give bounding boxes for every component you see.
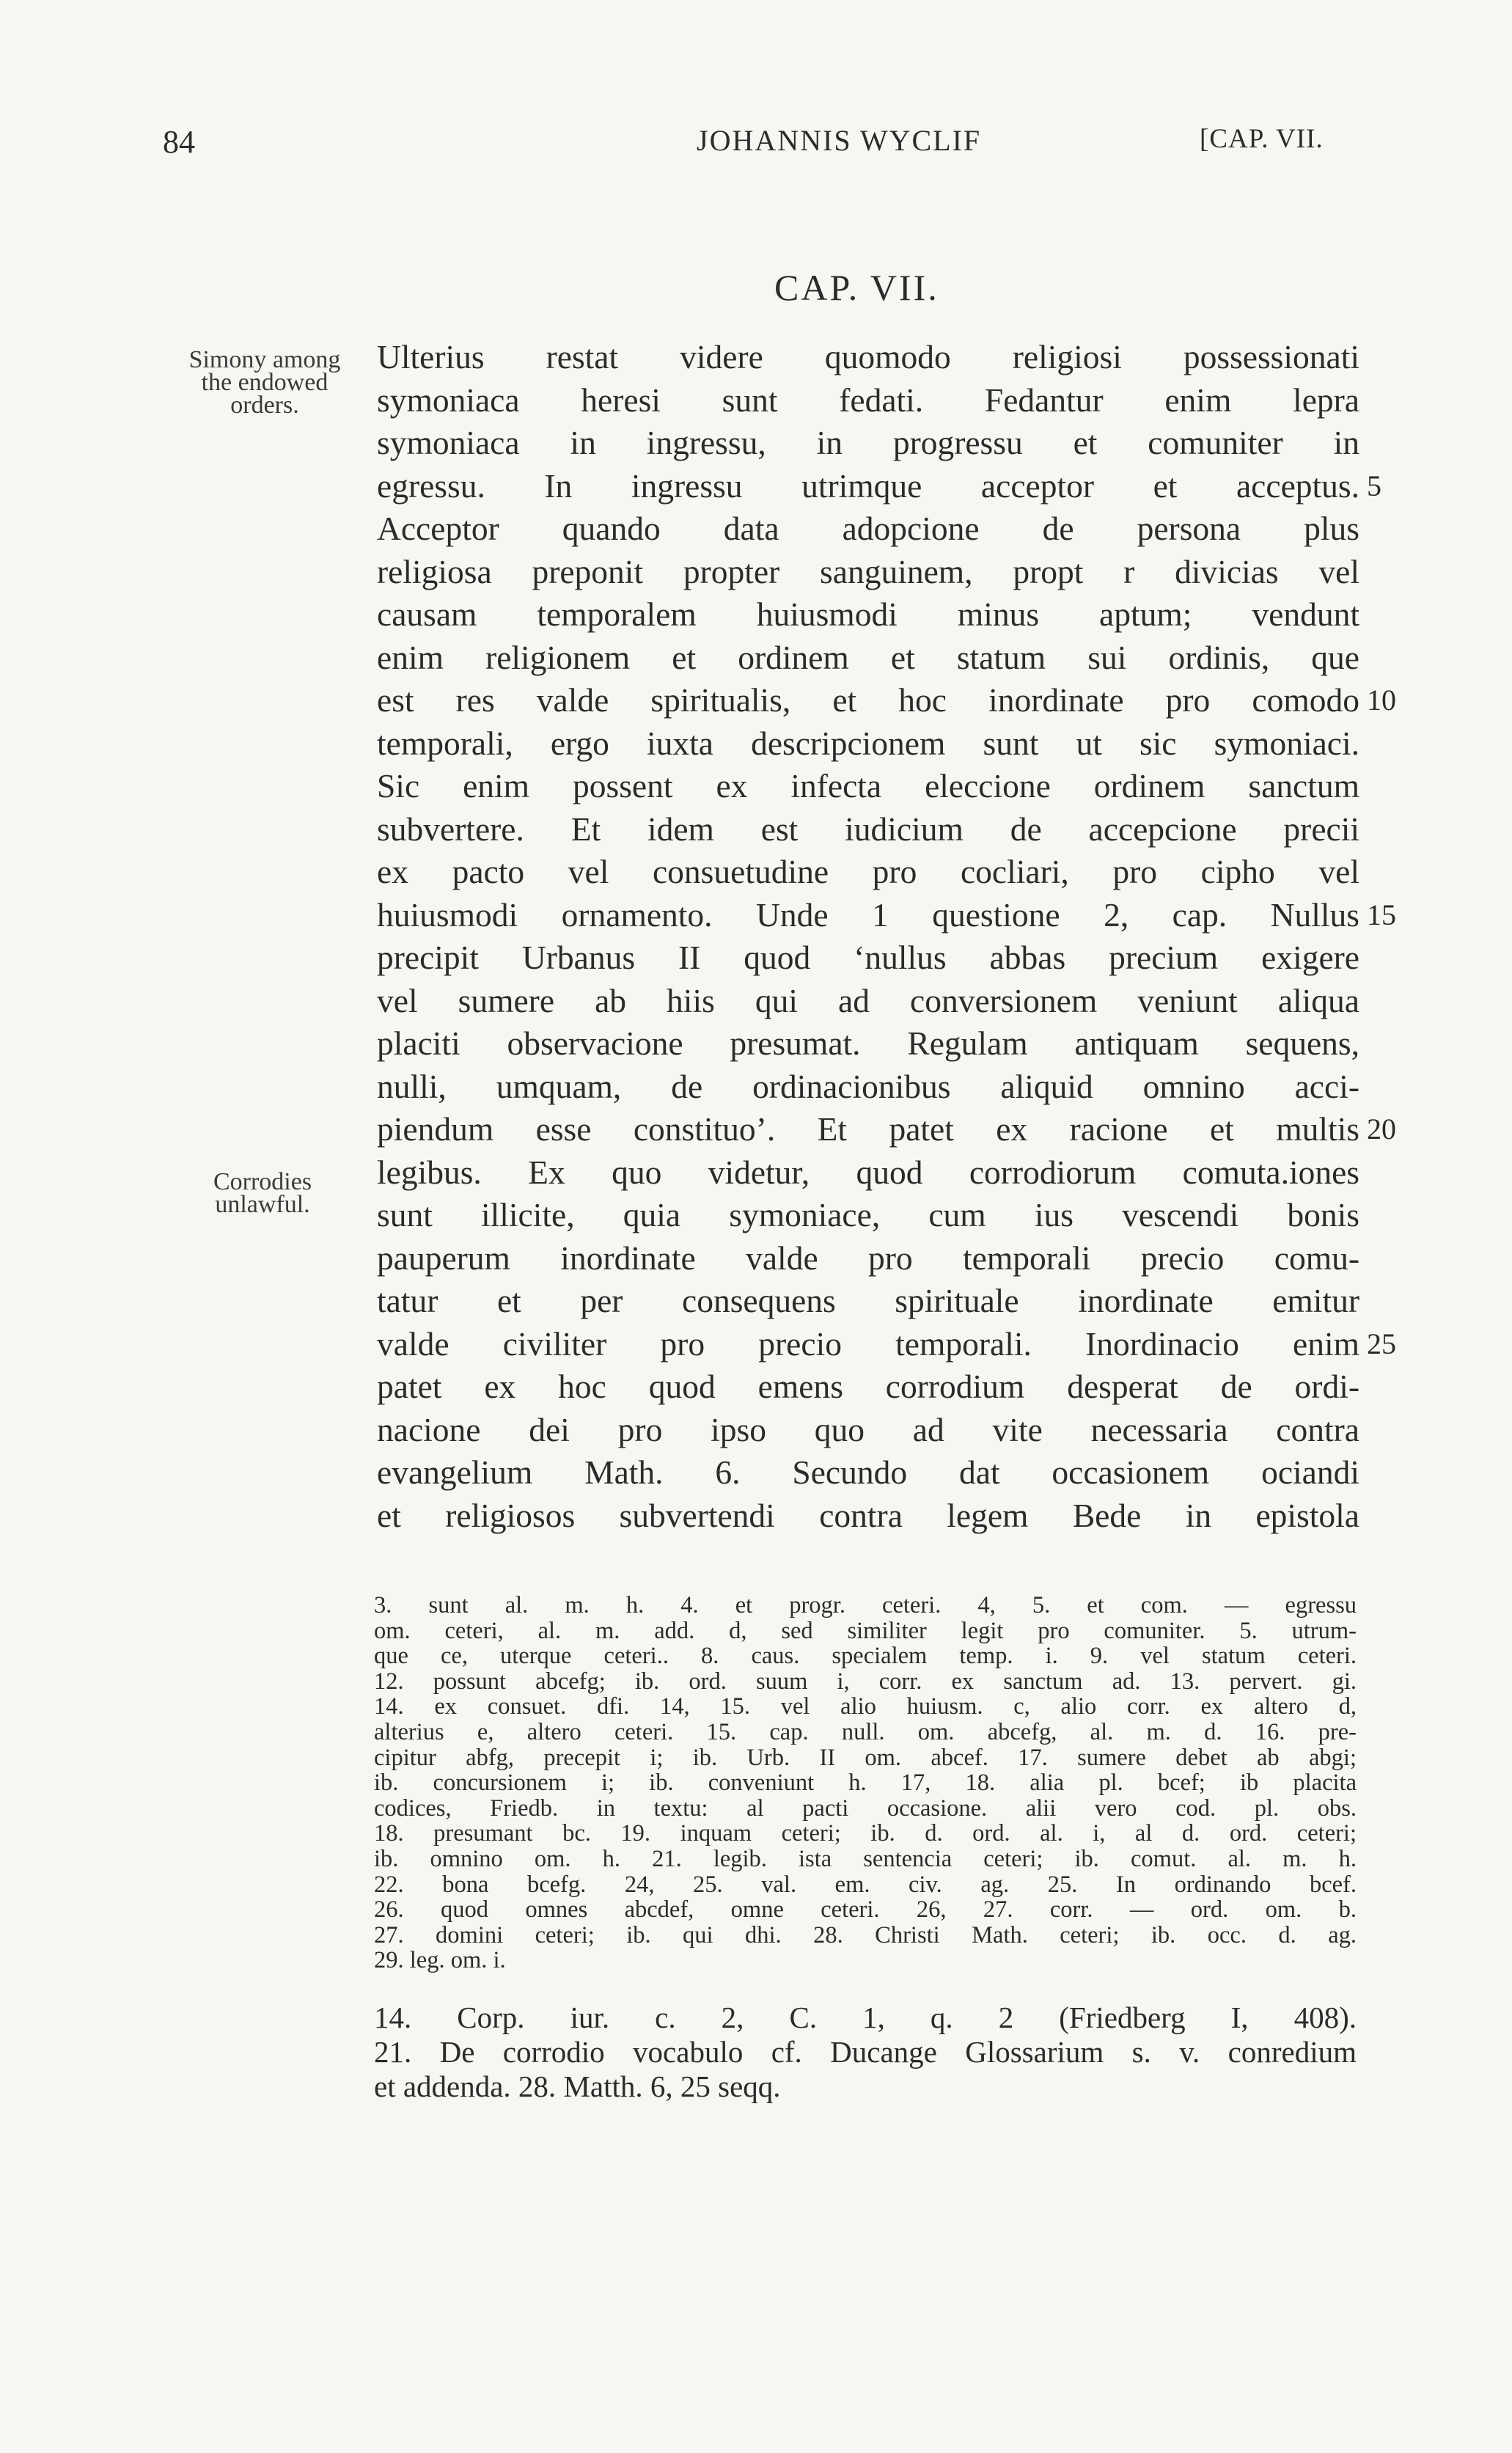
text-line: precipit Urbanus II quod ‘nullus abbas precium exigere — [377, 939, 1359, 976]
text-line: patet ex hoc quod emens corrodium desperat de ordi- — [377, 1368, 1359, 1405]
text-line: tatur et per consequens spirituale inordinate emitur — [377, 1282, 1359, 1319]
text-line: causam temporalem huiusmodi minus aptum; vendunt — [377, 595, 1359, 633]
apparatus-line: 27. domini ceteri; ib. qui dhi. 28. Christi Math. ceteri; ib. occ. d. ag. — [374, 1921, 1357, 1948]
chapter-reference: [CAP. VII. — [1200, 124, 1324, 154]
text-line — [377, 679, 1396, 722]
side-note-line: Corrodies — [213, 1168, 312, 1195]
text-line-content: est res valde spiritualis, et hoc inordinate pro comodo — [377, 681, 1359, 719]
text-line: Sic enim possent ex infecta eleccione ordinem sanctum — [377, 767, 1359, 804]
apparatus-line: 22. bona bcefg. 24, 25. val. em. civ. ag. 25. In ordinando bcef. — [374, 1871, 1357, 1898]
apparatus-line: om. ceteri, al. m. add. d, sed similiter legit pro comuniter. 5. utrum- — [374, 1617, 1357, 1644]
apparatus-line: cipitur abfg, precepit i; ib. Urb. II om. abcef. 17. sumere debet ab abgi; — [374, 1744, 1357, 1771]
apparatus-line: 18. presumant bc. 19. inquam ceteri; ib. d. ord. al. i, al d. ord. ceteri; — [374, 1820, 1357, 1847]
text-line: pauperum inordinate valde pro temporali precio comu- — [377, 1239, 1359, 1277]
apparatus-line: 14. ex consuet. dfi. 14, 15. vel alio huiusm. c, alio corr. ex altero d, — [374, 1693, 1357, 1720]
source-note-line: et addenda. 28. Matth. 6, 25 seqq. — [374, 2069, 781, 2103]
text-line: et religiosos subvertendi contra legem Bede in epistola — [377, 1496, 1359, 1534]
apparatus-line: alterius e, altero ceteri. 15. cap. null. om. abcefg, al. m. d. 16. pre- — [374, 1718, 1357, 1745]
apparatus-line: 3. sunt al. m. h. 4. et progr. ceteri. 4, 5. et com. — egressu — [374, 1592, 1357, 1618]
text-line-content: huiusmodi ornamento. Unde 1 questione 2, cap. Nullus — [377, 895, 1359, 934]
line-number: 5 — [1367, 469, 1381, 502]
text-line: evangelium Math. 6. Secundo dat occasionem ociandi — [377, 1453, 1359, 1491]
source-note-line: 14. Corp. iur. c. 2, C. 1, q. 2 (Friedberg I, 408). — [374, 2001, 1357, 2034]
text-line: enim religionem et ordinem et statum sui ordinis, que — [377, 638, 1359, 676]
side-note-line: the endowed — [201, 369, 329, 396]
text-line: temporali, ergo iuxta descripcionem sunt ut sic symoniaci. — [377, 724, 1359, 762]
main-text — [377, 336, 1396, 1537]
apparatus-line: ib. concursionem i; ib. conveniunt h. 17, 18. alia pl. bcef; ib placita — [374, 1770, 1357, 1797]
text-line-content: egressu. In ingressu utrimque acceptor et acceptus. — [377, 466, 1359, 505]
text-line: Acceptor quando data adopcione de persona plus — [377, 510, 1359, 547]
side-note-line: orders. — [230, 392, 299, 419]
apparatus-line: 12. possunt abcefg; ib. ord. suum i, corr. ex sanctum ad. 13. pervert. gi. — [374, 1668, 1357, 1695]
text-line — [377, 465, 1381, 508]
text-line: subvertere. Et idem est iudicium de accepcione precii — [377, 810, 1359, 848]
apparatus-line: codices, Friedb. in textu: al pacti occasione. alii vero cod. pl. obs. — [374, 1794, 1357, 1822]
source-note-line: 21. De corrodio vocabulo cf. Ducange Glossarium s. v. conredium — [374, 2035, 1357, 2069]
text-line: placiti observacione presumat. Regulam antiquam sequens, — [377, 1024, 1359, 1062]
apparatus-line: 29. leg. om. i. — [374, 1947, 506, 1974]
side-note-corrodies — [189, 1170, 336, 1216]
page-number: 84 — [163, 124, 195, 160]
text-line: religiosa preponit propter sanguinem, propt r divicias vel — [377, 552, 1359, 590]
source-notes — [374, 2001, 1357, 2104]
text-line: legibus. Ex quo videtur, quod corrodiorum comuta.iones — [377, 1153, 1359, 1191]
line-number: 20 — [1367, 1112, 1396, 1145]
apparatus-line: ib. omnino om. h. 21. legib. ista sentencia ceteri; ib. comut. al. m. h. — [374, 1845, 1357, 1872]
text-line: vel sumere ab hiis qui ad conversionem veniunt aliqua — [377, 981, 1359, 1019]
text-line-content: piendum esse constituo’. Et patet ex racione et multis — [377, 1110, 1359, 1148]
text-line: sunt illicite, quia symoniace, cum ius vescendi bonis — [377, 1196, 1359, 1233]
text-line: Ulterius restat videre quomodo religiosi possessionati — [377, 338, 1359, 375]
chapter-heading: CAP. VII. — [774, 267, 939, 308]
text-line-content: valde civiliter pro precio temporali. Inordinacio enim — [377, 1324, 1359, 1363]
side-note-line: unlawful. — [215, 1191, 310, 1218]
line-number: 15 — [1367, 898, 1396, 931]
text-line — [377, 1323, 1396, 1366]
text-line: symoniaca in ingressu, in progressu et comuniter in — [377, 424, 1359, 461]
side-note-simony — [163, 348, 367, 417]
apparatus-line: que ce, uterque ceteri.. 8. caus. specialem temp. i. 9. vel statum ceteri. — [374, 1643, 1357, 1670]
apparatus-line: 26. quod omnes abcdef, omne ceteri. 26, 27. corr. — ord. om. b. — [374, 1896, 1357, 1924]
text-line — [377, 894, 1396, 937]
line-number: 25 — [1367, 1327, 1396, 1360]
running-title: JOHANNIS WYCLIF — [697, 124, 982, 157]
text-line: nacione dei pro ipso quo ad vite necessaria contra — [377, 1410, 1359, 1448]
text-line: ex pacto vel consuetudine pro cocliari, pro cipho vel — [377, 853, 1359, 890]
text-line: symoniaca heresi sunt fedati. Fedantur enim lepra — [377, 381, 1359, 419]
text-line: nulli, umquam, de ordinacionibus aliquid omnino acci- — [377, 1067, 1359, 1105]
critical-apparatus — [374, 1593, 1357, 1973]
line-number: 10 — [1367, 683, 1396, 716]
running-header — [0, 123, 1512, 167]
side-note-line: Simony among — [188, 346, 341, 373]
text-line — [377, 1108, 1396, 1151]
